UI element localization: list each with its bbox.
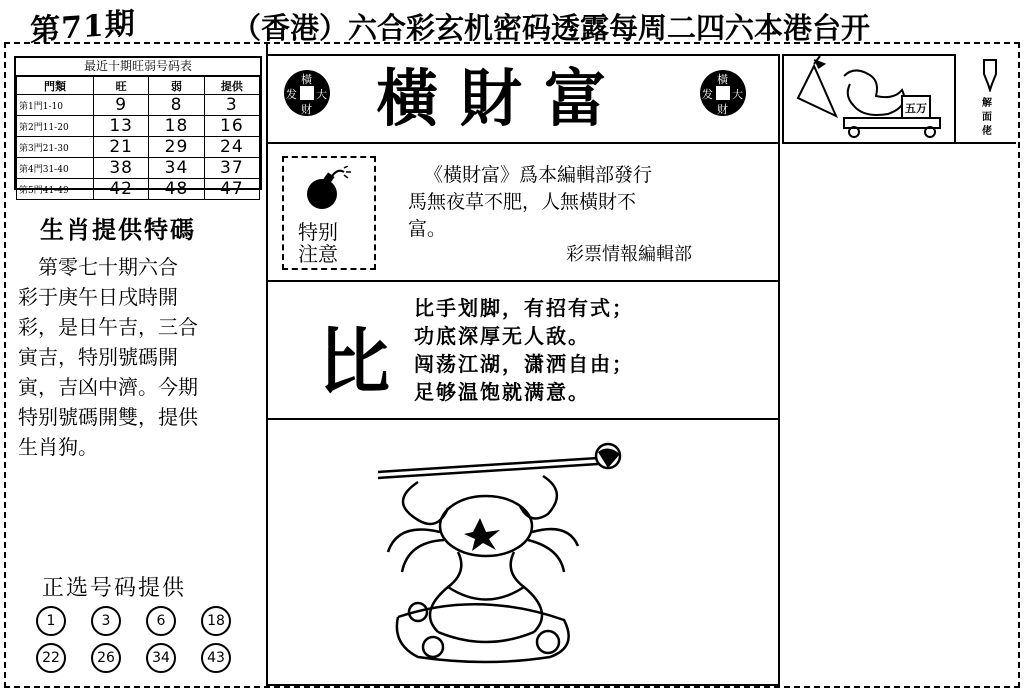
cold-number: 18 xyxy=(149,116,204,137)
column-header: 弱 xyxy=(149,77,204,95)
side-label-box xyxy=(958,54,1016,140)
right-divider xyxy=(782,142,1016,144)
notice-line: 馬無夜草不肥，人無橫財不 xyxy=(408,191,637,213)
zodiac-line: 特别號碼開雙，提供 xyxy=(18,405,198,429)
zodiac-title: 生肖提供特碼 xyxy=(40,216,196,244)
badge-line: 特别 xyxy=(298,220,338,244)
lottery-illustration xyxy=(782,54,956,144)
pick-ball: 3 xyxy=(91,606,121,636)
coin-icon: 橫 发 大 财 xyxy=(700,70,746,116)
pick-ball: 26 xyxy=(91,643,121,673)
bird-cart-icon xyxy=(784,56,952,140)
coin-icon: 橫 发 大 财 xyxy=(284,70,330,116)
banner xyxy=(268,56,778,144)
cold-number: 34 xyxy=(149,158,204,179)
bomb-icon xyxy=(302,166,352,212)
range-table-header xyxy=(17,77,260,95)
table-row xyxy=(17,137,260,158)
badge-line: 注意 xyxy=(298,242,338,266)
row-label: 第1門1-10 xyxy=(17,95,94,116)
pick-ball: 1 xyxy=(36,606,66,636)
column-header: 旺 xyxy=(94,77,149,95)
pick-number: 3 xyxy=(204,95,259,116)
picks-title: 正选号码提供 xyxy=(42,576,187,601)
column-header: 提供 xyxy=(204,77,259,95)
zodiac-line: 彩，是日午吉，三合 xyxy=(18,315,198,339)
range-table xyxy=(14,56,262,199)
table-row xyxy=(17,158,260,179)
zodiac-text xyxy=(18,252,260,462)
notice-signature: 彩票情報編輯部 xyxy=(566,244,692,265)
zodiac-line: 第零七十期六合 xyxy=(18,255,178,279)
page-headline: （香港）六合彩玄机密码透露每周二四六本港台开 xyxy=(232,11,871,45)
zodiac-line: 彩于庚午日戌時開 xyxy=(18,285,178,309)
cold-number: 8 xyxy=(149,95,204,116)
hot-number: 13 xyxy=(94,116,149,137)
poem-section xyxy=(268,282,778,420)
hot-number: 21 xyxy=(94,137,149,158)
table-row xyxy=(17,95,260,116)
row-label: 第5門41-49 xyxy=(17,179,94,200)
pick-ball: 34 xyxy=(146,643,176,673)
notice-section xyxy=(268,144,778,282)
side-label-char: 解 xyxy=(982,98,992,109)
zodiac-line: 寅吉，特別號碼開 xyxy=(18,345,178,369)
hot-number: 9 xyxy=(94,95,149,116)
notice-badge xyxy=(282,156,376,270)
hot-number: 38 xyxy=(94,158,149,179)
row-label: 第4門31-40 xyxy=(17,158,94,179)
zodiac-line: 寅，吉凶中濟。今期 xyxy=(18,375,198,399)
notice-line: 《橫財富》爲本編輯部發行 xyxy=(424,164,653,186)
table-row xyxy=(17,179,260,200)
hot-number: 42 xyxy=(94,179,149,200)
cold-number: 29 xyxy=(149,137,204,158)
pick-ball: 43 xyxy=(201,643,231,673)
poem-big-char: 比 xyxy=(318,320,391,404)
table-row xyxy=(17,116,260,137)
poem-text xyxy=(414,294,634,406)
pick-number: 16 xyxy=(204,116,259,137)
cart-tag: 五万 xyxy=(905,102,927,115)
side-label-char: 佬 xyxy=(982,126,992,137)
pick-ball: 6 xyxy=(146,606,176,636)
notice-text xyxy=(408,162,652,243)
pick-number: 37 xyxy=(204,158,259,179)
crab-illustration xyxy=(268,422,776,680)
pick-number: 47 xyxy=(204,179,259,200)
side-label-char: 面 xyxy=(982,112,992,123)
pointing-hand-icon xyxy=(978,58,1002,92)
poem-line: 足够温饱就满意。 xyxy=(414,380,590,404)
row-label: 第3門21-30 xyxy=(17,137,94,158)
range-table-title: 最近十期旺弱号码表 xyxy=(16,58,260,76)
range-table-grid xyxy=(16,76,260,200)
poem-line: 功底深厚无人敌。 xyxy=(414,324,590,348)
row-label: 第2門11-20 xyxy=(17,116,94,137)
column-header: 門類 xyxy=(17,77,94,95)
zodiac-line: 生肖狗。 xyxy=(18,435,98,459)
cold-number: 48 xyxy=(149,179,204,200)
notice-line: 富。 xyxy=(408,218,447,240)
pick-ball: 22 xyxy=(36,643,66,673)
poem-line: 闯荡江湖，潇洒自由； xyxy=(414,352,634,376)
pick-ball: 18 xyxy=(201,606,231,636)
poem-line: 比手划脚，有招有式； xyxy=(414,296,634,320)
pick-number: 24 xyxy=(204,137,259,158)
banner-title: 橫財富 xyxy=(376,62,629,135)
issue-number: 第71期 xyxy=(30,6,136,49)
